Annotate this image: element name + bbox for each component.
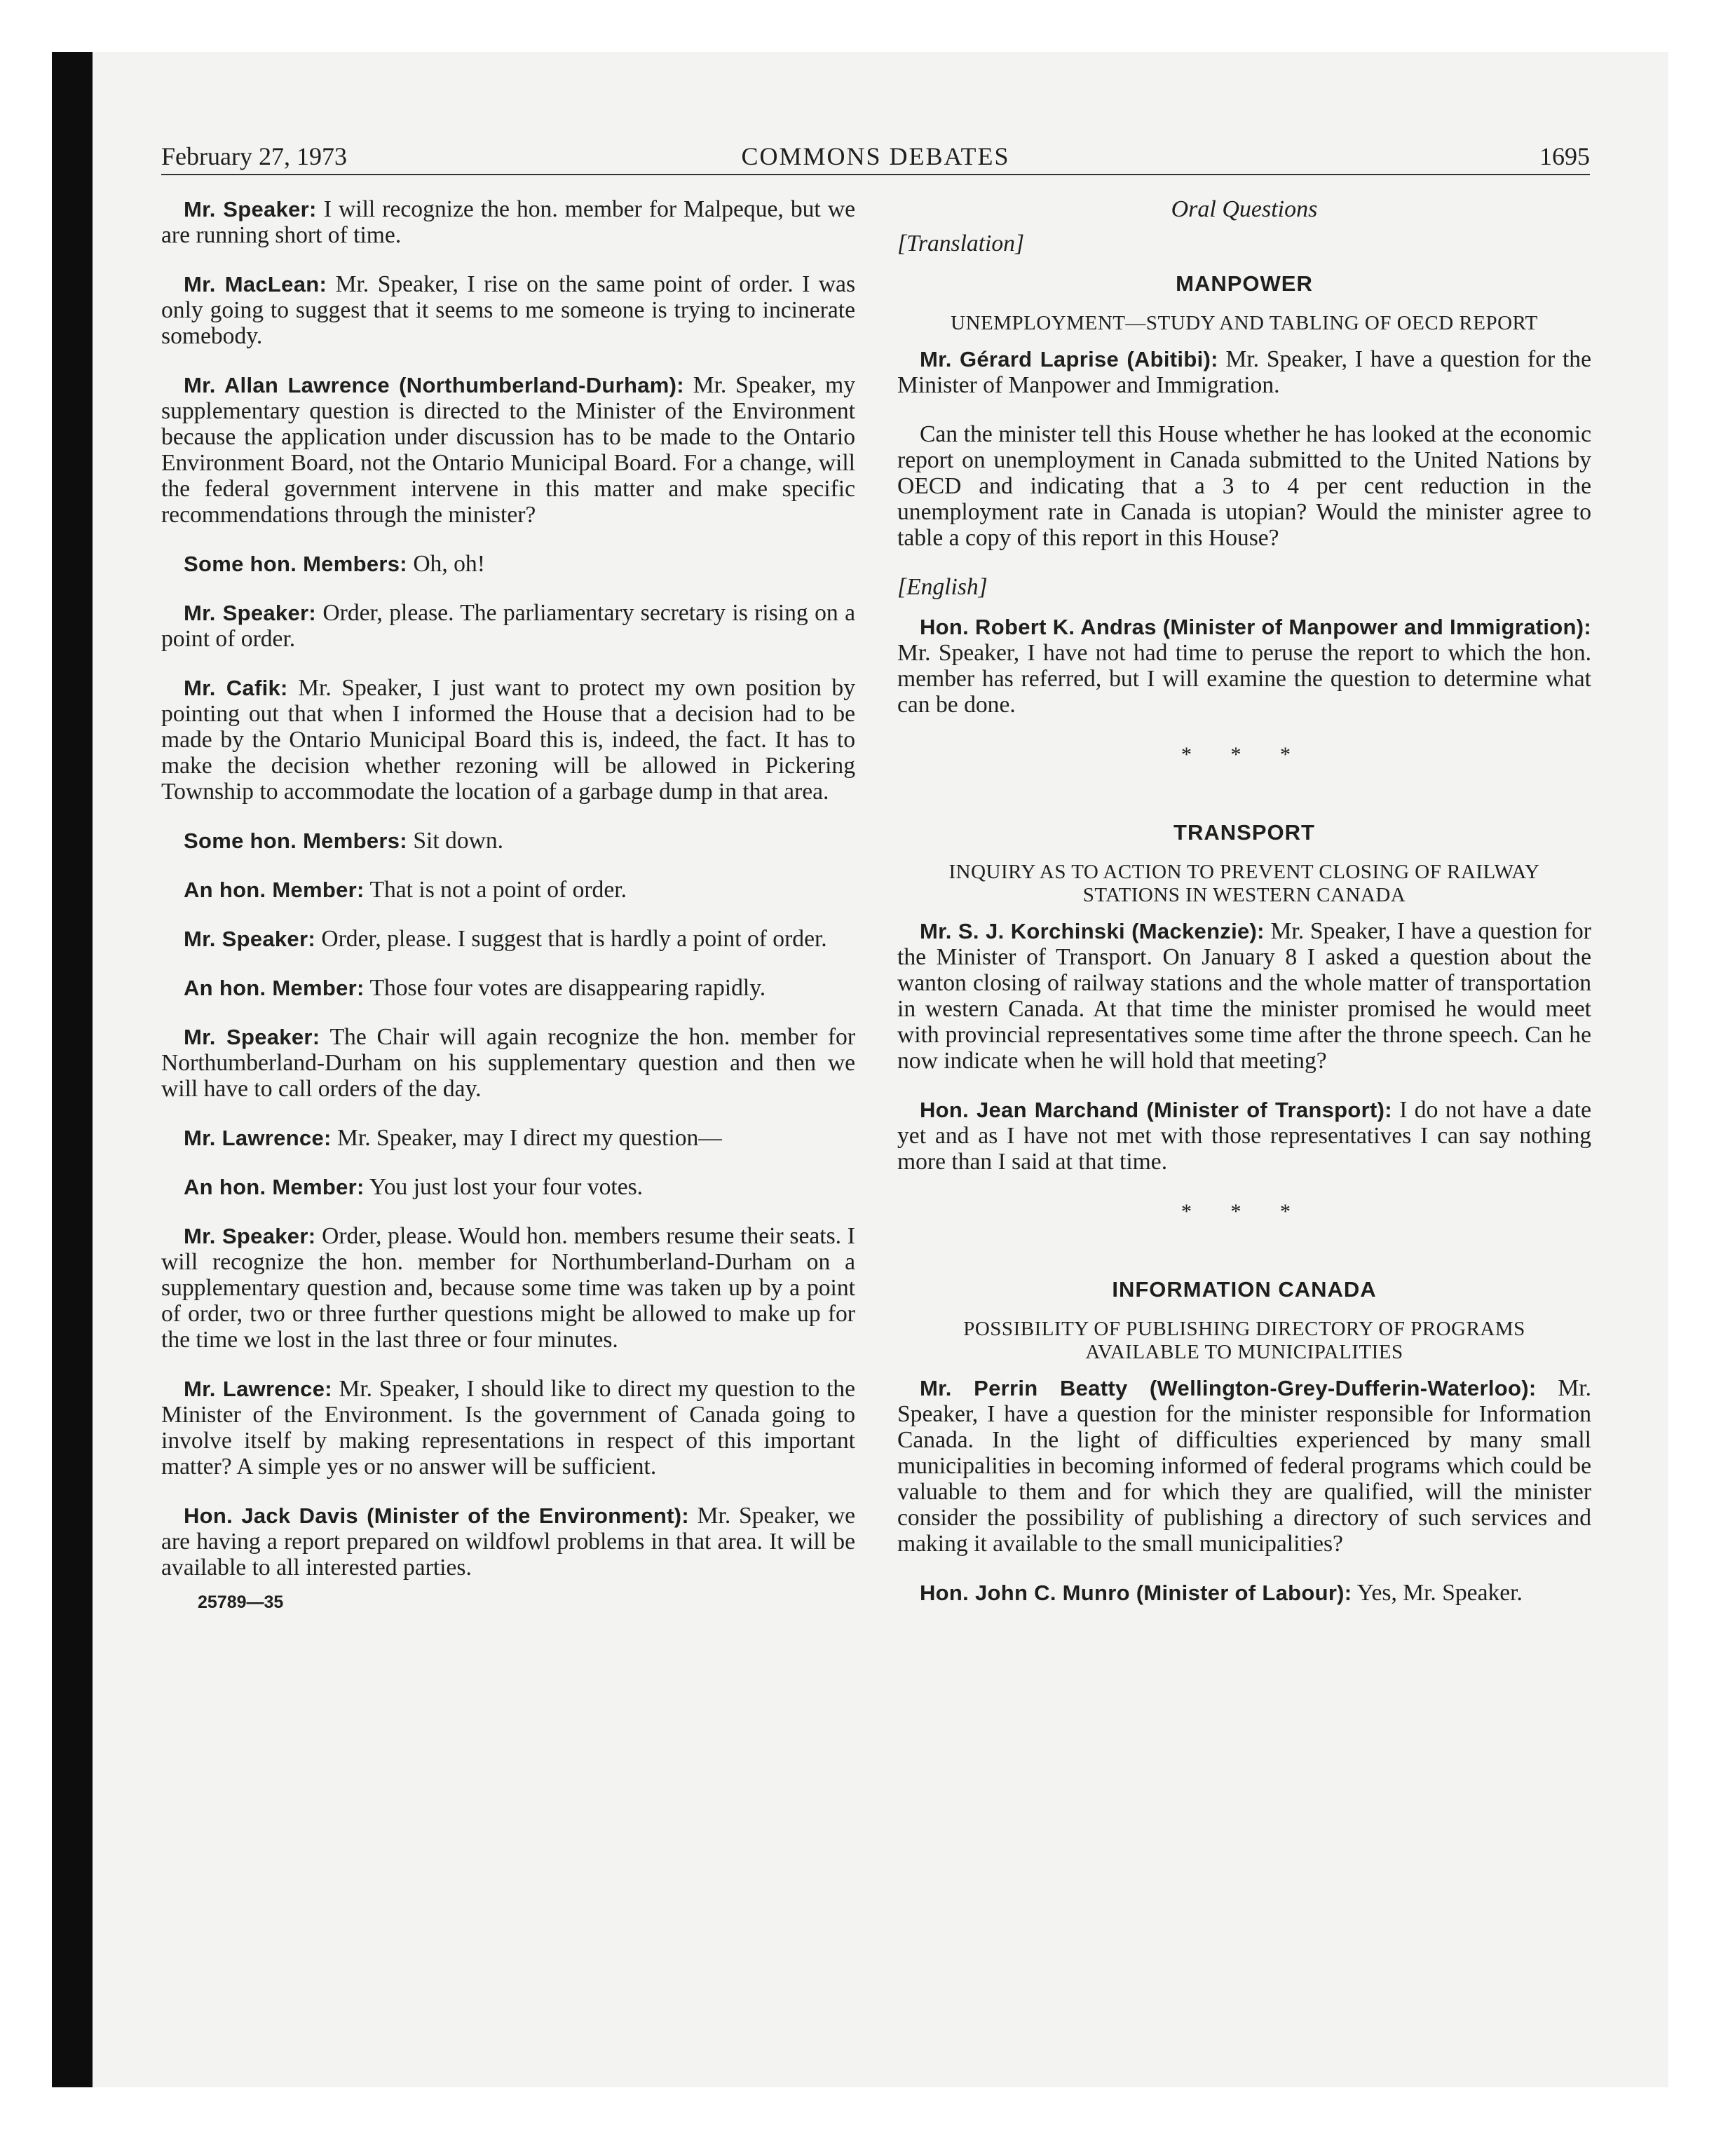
speaker-name: Some hon. Members: — [184, 552, 407, 576]
speech-text: Mr. Speaker, my supplementary question is directed to the Minister of the Environment because the application under discussion has to be made to the Ontario Environment Board, not the Ontario Municipal Board. For a change, will the federal government intervene in this matter and make specific recommendations through the minister? — [161, 372, 855, 528]
running-head: Oral Questions — [1171, 196, 1318, 222]
speech-text: Mr. Speaker, we are having a report prepared on wildfowl problems in that area. It will be available to all interested parties. — [161, 1503, 855, 1581]
speaker-name: An hon. Member: — [184, 878, 365, 902]
speech-text: Mr. Speaker, I have a question for the Minister of Transport. On January 8 I asked a question about the wanton closing of railway stations and the whole matter of transportation in western Canada. At that time the minister promised he would meet with provincial representatives some time after the throne speech. Can he now indicate when he will hold that meeting? — [897, 918, 1591, 1074]
speech-text: Sit down. — [413, 828, 504, 854]
speaker-name: An hon. Member: — [184, 1175, 365, 1199]
speech-entry — [897, 918, 1591, 1074]
speech-entry — [161, 675, 855, 805]
speech-entry — [161, 1174, 855, 1200]
speech-text: Mr. Speaker, I just want to protect my own position by pointing out that when I informed the House that a decision had to be made by the Ontario Municipal Board this is, indeed, the fact. It has to make the decision whether rezoning will be allowed in Pickering Township to accommodate the location of a garbage dump in that area. — [161, 675, 855, 805]
speech-entry — [897, 346, 1591, 398]
speech-text: I will recognize the hon. member for Malpeque, but we are running short of time. — [161, 196, 855, 248]
section-separator: * * * — [1181, 1200, 1307, 1223]
speaker-name: Mr. MacLean: — [184, 272, 327, 296]
speech-text: You just lost your four votes. — [369, 1174, 644, 1200]
section-separator: * * * — [1181, 743, 1307, 766]
speech-entry — [897, 1097, 1591, 1175]
scan-binding-edge — [52, 52, 93, 2087]
speech-text: Can the minister tell this House whether he has looked at the economic report on unemployment in Canada submitted to the United Nations by OECD and indicating that a 3 to 4 per cent reduction in the unemployment rate in Canada is utopian? Would the minister agree to table a copy of this report in this House? — [897, 421, 1591, 551]
header-page-number: 1695 — [1539, 142, 1590, 170]
speech-entry — [161, 877, 855, 903]
speech-text: Order, please. The parliamentary secretary is rising on a point of order. — [161, 600, 855, 652]
section-subtitle-manpower: UNEMPLOYMENT—STUDY AND TABLING OF OECD REPORT — [951, 312, 1538, 334]
page-header — [161, 139, 1590, 175]
section-title-information-canada: INFORMATION CANADA — [1112, 1277, 1377, 1302]
speech-text: Order, please. I suggest that is hardly a point of order. — [321, 926, 827, 952]
speech-text: Mr. Speaker, may I direct my question— — [337, 1125, 722, 1151]
speech-entry — [897, 614, 1591, 718]
header-date: February 27, 1973 — [161, 142, 347, 170]
speaker-name: Mr. Lawrence: — [184, 1126, 332, 1150]
section-subtitle-information-canada: POSSIBILITY OF PUBLISHING DIRECTORY OF PROGRAMS AVAILABLE TO MUNICIPALITIES — [963, 1318, 1525, 1363]
speech-text: Mr. Speaker, I should like to direct my question to the Minister of the Environment. Is the government of Canada going to involve itself by making representations in respect of this important matter? A simple yes or no answer will be sufficient. — [161, 1376, 855, 1480]
speech-entry — [161, 975, 855, 1001]
speaker-name: Mr. Speaker: — [184, 927, 315, 951]
speech-entry — [161, 551, 855, 577]
speaker-name: Hon. Jack Davis (Minister of the Environment): — [184, 1503, 689, 1528]
right-column — [897, 196, 1591, 1629]
speaker-name: Mr. Perrin Beatty (Wellington-Grey-Dufferin-Waterloo): — [920, 1376, 1537, 1400]
speech-entry — [161, 1503, 855, 1581]
speech-entry — [161, 271, 855, 349]
speech-entry — [897, 1375, 1591, 1557]
speech-text: That is not a point of order. — [369, 877, 627, 903]
speech-text: The Chair will again recognize the hon. member for Northumberland-Durham on his supplementary question and then we will have to call orders of the day. — [161, 1024, 855, 1102]
speech-text: Mr. Speaker, I have a question for the Minister of Manpower and Immigration. — [897, 346, 1591, 398]
english-note: [English] — [897, 574, 988, 600]
speech-entry — [161, 926, 855, 952]
speech-text: Those four votes are disappearing rapidly. — [369, 975, 766, 1001]
speech-entry — [161, 828, 855, 854]
speech-text: I do not have a date yet and as I have not met with those representatives I can say nothing more than I said at that time. — [897, 1097, 1591, 1175]
speech-entry — [161, 600, 855, 652]
speaker-name: Mr. S. J. Korchinski (Mackenzie): — [920, 919, 1265, 943]
speaker-name: Mr. Speaker: — [184, 197, 317, 221]
speech-entry — [161, 1376, 855, 1480]
speech-text: Mr. Speaker, I have not had time to peruse the report to which the hon. member has referred, but I will examine the question to determine what can be done. — [897, 640, 1591, 718]
speaker-name: Mr. Speaker: — [184, 601, 316, 625]
speech-entry — [897, 1580, 1591, 1606]
speaker-name: Hon. Jean Marchand (Minister of Transport): — [920, 1098, 1392, 1122]
left-column — [161, 196, 855, 1616]
speech-entry — [161, 196, 855, 248]
speech-entry — [161, 1024, 855, 1102]
speaker-name: Mr. Gérard Laprise (Abitibi): — [920, 347, 1218, 371]
section-title-manpower: MANPOWER — [1176, 271, 1313, 296]
speaker-name: Some hon. Members: — [184, 828, 407, 853]
speech-entry — [161, 1223, 855, 1353]
translation-note: [Translation] — [897, 231, 1025, 257]
speech-text: Mr. Speaker, I rise on the same point of order. I was only going to suggest that it seems to me someone is trying to incinerate somebody. — [161, 271, 856, 349]
section-title-transport: TRANSPORT — [1173, 820, 1315, 845]
speech-entry — [161, 1125, 855, 1151]
speaker-name: Hon. Robert K. Andras (Minister of Manpower and Immigration): — [920, 615, 1591, 639]
speaker-name: Mr. Speaker: — [184, 1025, 320, 1049]
section-subtitle-transport: INQUIRY AS TO ACTION TO PREVENT CLOSING OF RAILWAY STATIONS IN WESTERN CANADA — [948, 861, 1540, 906]
speaker-name: Mr. Cafik: — [184, 676, 288, 700]
speaker-name: An hon. Member: — [184, 976, 365, 1000]
header-publication: COMMONS DEBATES — [741, 142, 1010, 170]
speaker-name: Hon. John C. Munro (Minister of Labour): — [920, 1581, 1352, 1605]
footnote-code: 25789—35 — [198, 1592, 284, 1612]
speaker-name: Mr. Speaker: — [184, 1224, 316, 1248]
speech-text: Order, please. Would hon. members resume their seats. I will recognize the hon. member for Northumberland-Durham on a supplementary question and, because some time was taken up by a point of order, two or three further questions might be allowed to make up for the time we lost in the last three or four minutes. — [161, 1223, 855, 1353]
speech-text: Oh, oh! — [413, 551, 485, 577]
speaker-name: Mr. Allan Lawrence (Northumberland-Durham): — [184, 373, 684, 397]
speech-text: Yes, Mr. Speaker. — [1356, 1580, 1523, 1606]
speech-entry — [897, 421, 1591, 551]
speech-entry — [161, 372, 855, 528]
speech-text: Mr. Speaker, I have a question for the minister responsible for Information Canada. In the light of difficulties experienced by many small municipalities in becoming informed of federal programs which could be valuable to them and for which they are qualified, will the minister consider the possibility of publishing a directory of such services and making it available to the small municipalities? — [897, 1375, 1591, 1557]
speaker-name: Mr. Lawrence: — [184, 1377, 332, 1401]
